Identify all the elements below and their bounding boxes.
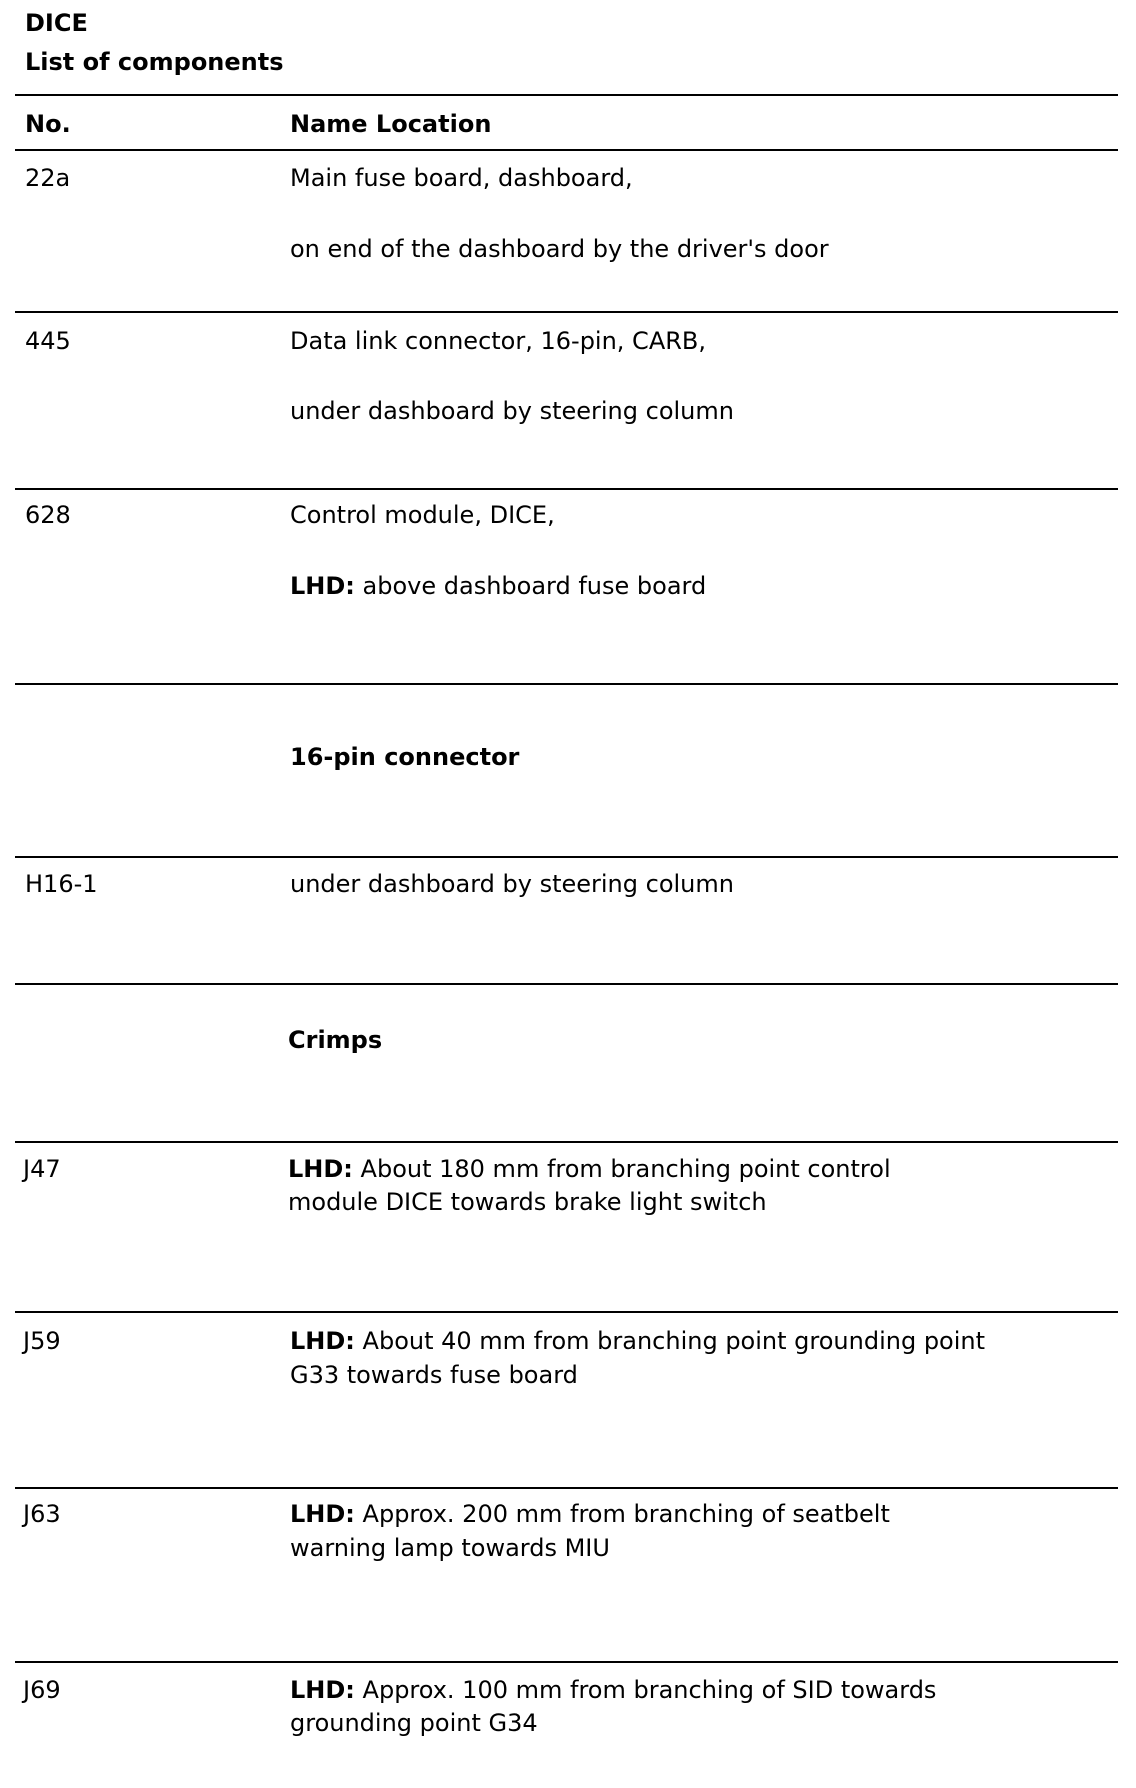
row-location: under dashboard by steering column (290, 397, 734, 425)
location-text: Approx. 100 mm from branching of SID towards (354, 1676, 937, 1704)
row-location-cont: grounding point G34 (290, 1709, 538, 1737)
row-no: H16-1 (25, 870, 98, 898)
divider (15, 1141, 1118, 1143)
divider (15, 1311, 1118, 1313)
row-location (290, 1326, 985, 1356)
divider (15, 311, 1118, 313)
row-name: Data link connector, 16-pin, CARB, (290, 327, 707, 355)
location-text: above dashboard fuse board (354, 572, 707, 600)
row-name: Control module, DICE, (290, 501, 555, 529)
divider (15, 1661, 1118, 1663)
lhd-label: LHD: (290, 1327, 355, 1355)
location-text: Approx. 200 mm from branching of seatbelt (354, 1500, 890, 1528)
row-no: 22a (25, 164, 71, 192)
row-no: J63 (23, 1500, 61, 1528)
lhd-label: LHD: (290, 1676, 355, 1704)
divider (15, 1487, 1118, 1489)
lhd-label: LHD: (290, 572, 355, 600)
divider (15, 94, 1118, 96)
divider (15, 983, 1118, 985)
row-name: Main fuse board, dashboard, (290, 164, 633, 192)
divider (15, 488, 1118, 490)
section-heading: 16-pin connector (290, 743, 520, 771)
doc-subtitle: List of components (25, 48, 284, 76)
row-location: under dashboard by steering column (290, 870, 734, 898)
row-location-cont: G33 towards fuse board (290, 1361, 578, 1389)
row-location (290, 1675, 936, 1705)
divider (15, 683, 1118, 685)
row-no: 445 (25, 327, 71, 355)
doc-title: DICE (25, 9, 88, 37)
row-location (288, 1154, 891, 1184)
row-location (290, 1499, 890, 1529)
row-no: J47 (23, 1155, 61, 1183)
lhd-label: LHD: (288, 1155, 353, 1183)
row-location-cont: warning lamp towards MIU (290, 1534, 610, 1562)
divider (15, 856, 1118, 858)
row-location-cont: module DICE towards brake light switch (288, 1188, 767, 1216)
row-no: 628 (25, 501, 71, 529)
divider (15, 149, 1118, 151)
location-text: About 40 mm from branching point grounding point (354, 1327, 986, 1355)
lhd-label: LHD: (290, 1500, 355, 1528)
row-no: J59 (23, 1327, 61, 1355)
header-name-location: Name Location (290, 110, 492, 138)
location-text: About 180 mm from branching point control (352, 1155, 891, 1183)
row-no: J69 (23, 1676, 61, 1704)
row-location: on end of the dashboard by the driver's door (290, 235, 829, 263)
row-location (290, 571, 706, 601)
header-no: No. (25, 110, 71, 138)
section-heading: Crimps (288, 1026, 383, 1054)
